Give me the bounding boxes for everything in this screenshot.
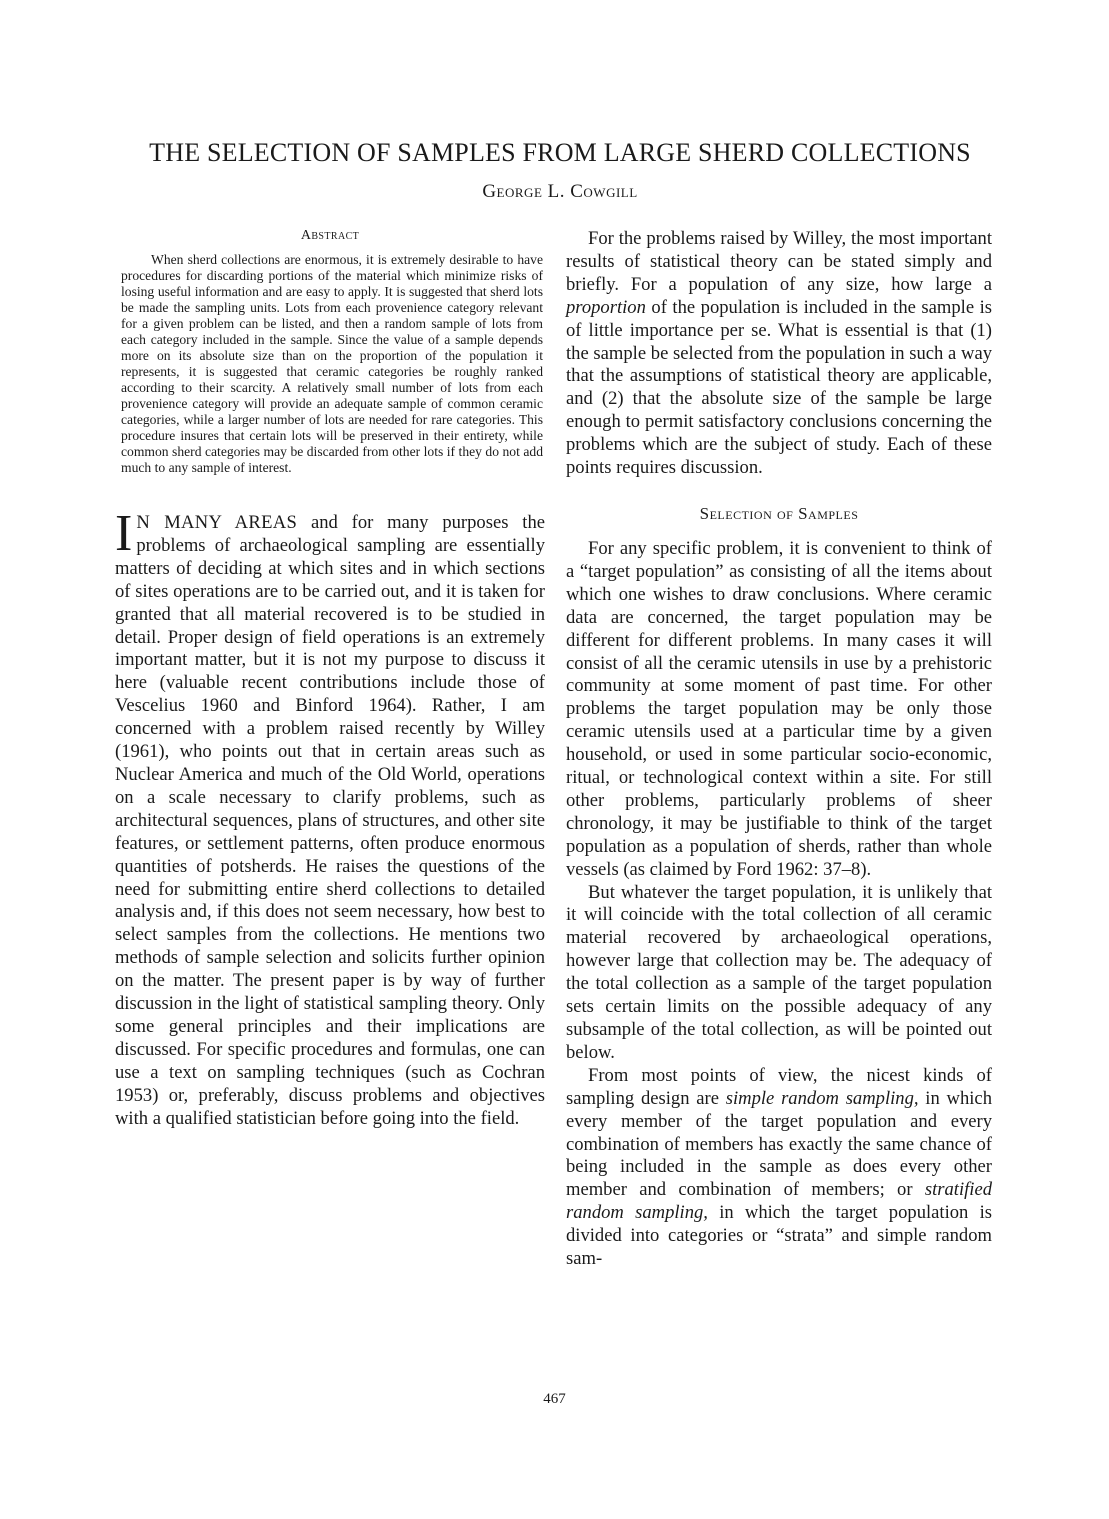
abstract-text: When sherd collections are enormous, it is extremely desirable to have procedures for discarding portions of the material which minimize risks of losing useful information and are easy to apply. It is suggested that sherd lots be made the sampling units. Lots from each provenience category relevant for a given problem can be listed, and then a random sample of lots from each category included in the sample. Since the value of a sample depends more on its absolute size than on the proportion of the population it represents, it is suggested that ceramic categories be roughly ranked according to their scarcity. A relatively small number of lots from each provenience category will provide an adequate sample of common ceramic categories, while a larger number of lots are needed for rare categories. This procedure insures that certain lots will be preserved in their entirety, while common sherd categories may be discarded from other lots if they do not add much to any sample of interest. [121,252,543,475]
intro-paragraph [115,505,545,1130]
left-column [115,228,545,1130]
paragraph-text: in which every member of the target population and every combination of members has exactly the same chance of being included in the sample as does every other member and combination of members; or [566,1087,992,1201]
drop-cap-letter: I [115,505,133,562]
paragraph-text: in which the target population is divided into categories or “strata” and simple random sam- [566,1202,992,1270]
section-heading: Selection of Samples [699,503,859,523]
paragraph-total-collection: But whatever the target population, it is unlikely that it will coincide with the total collection of all ceramic material recovered by archaeological operations, however large that collection may be. The adequacy of the total collection as a sample of the target population sets certain limits on the possible adequacy of any subsample of the total collection, as will be pointed out below. [566,881,992,1063]
emphasis-text: proportion [566,296,646,318]
page-number: 467 [543,1391,566,1407]
intro-paragraph-text: and for many purposes the problems of archaeological sampling are essentially matters of deciding at which sites and in which sections of sites operations are to be carried out, and it is taken for granted that all material recovered is to be studied in detail. Proper design of field operations is an extremely important matter, but it is not my purpose to discuss it here (valuable recent contributions include those of Vescelius 1960 and Binford 1964). Rather, I am concerned with a problem raised recently by Willey (1961), who points out that in certain areas such as Nuclear America and much of the Old World, operations on a scale necessary to clarify problems, such as architectural sequences, plans of structures, and other site features, or settlement patterns, often produce enormous quantities of potsherds. He raises the questions of the need for submitting entire sherd collections to detailed analysis and, if this does not seem necessary, how best to select samples from the collections. He mentions two methods of sample selection and solicits further opinion on the matter. The present paper is by way of further discussion in the light of statistical sampling theory. Only some general principles and their implications are discussed. For specific procedures and formulas, one can use a text on sampling techniques (such as Cochran 1953) or, preferably, discuss problems and objectives with a qualified statistician before going into the field. [115,512,545,1129]
paragraph-target-population: For any specific problem, it is convenient to think of a “target population” as consisting of all the items about which one wishes to draw conclusions. Where ceramic data are concerned, the target population may be different for different problems. In many cases it will consist of all the ceramic utensils in use by a prehistoric community at some moment of past time. For other problems the target population may be only those ceramic utensils used at a particular time by a given household, or used in some particular socio-economic, ritual, or technological context within a site. For still other problems, particularly problems of sheer chronology, it may be justifiable to think of the target population as a population of sherds, rather than whole vessels (as claimed by Ford 1962: 37–8). [566,537,992,880]
abstract-heading: Abstract [300,228,360,243]
article-title: THE SELECTION OF SAMPLES FROM LARGE SHERD COLLECTIONS [149,138,971,167]
right-column [566,228,992,1271]
emphasis-text: stratified random sampling, [566,1179,992,1224]
paragraph-willey-results [566,228,992,480]
paragraph-text: of the population is included in the sample is of little importance per se. What is essential is that (1) the sample be selected from the population in such a way that the assumptions of statistical theory are applicable, and (2) that the absolute size of the sample be large enough to permit satisfactory conclusions concerning the problems which are the subject of study. Each of these points requires discussion. [566,296,992,479]
paragraph-sampling-design [566,1065,992,1271]
lead-in-caps: N MANY AREAS [136,512,298,533]
author-name: George L. Cowgill [482,181,638,202]
emphasis-text: simple random sampling, [725,1087,919,1109]
paragraph-text: For the problems raised by Willey, the most important results of statistical theory can be stated simply and briefly. For a population of any size, how large a [566,228,992,295]
paragraph-text: From most points of view, the nicest kinds of sampling design are [566,1064,992,1109]
